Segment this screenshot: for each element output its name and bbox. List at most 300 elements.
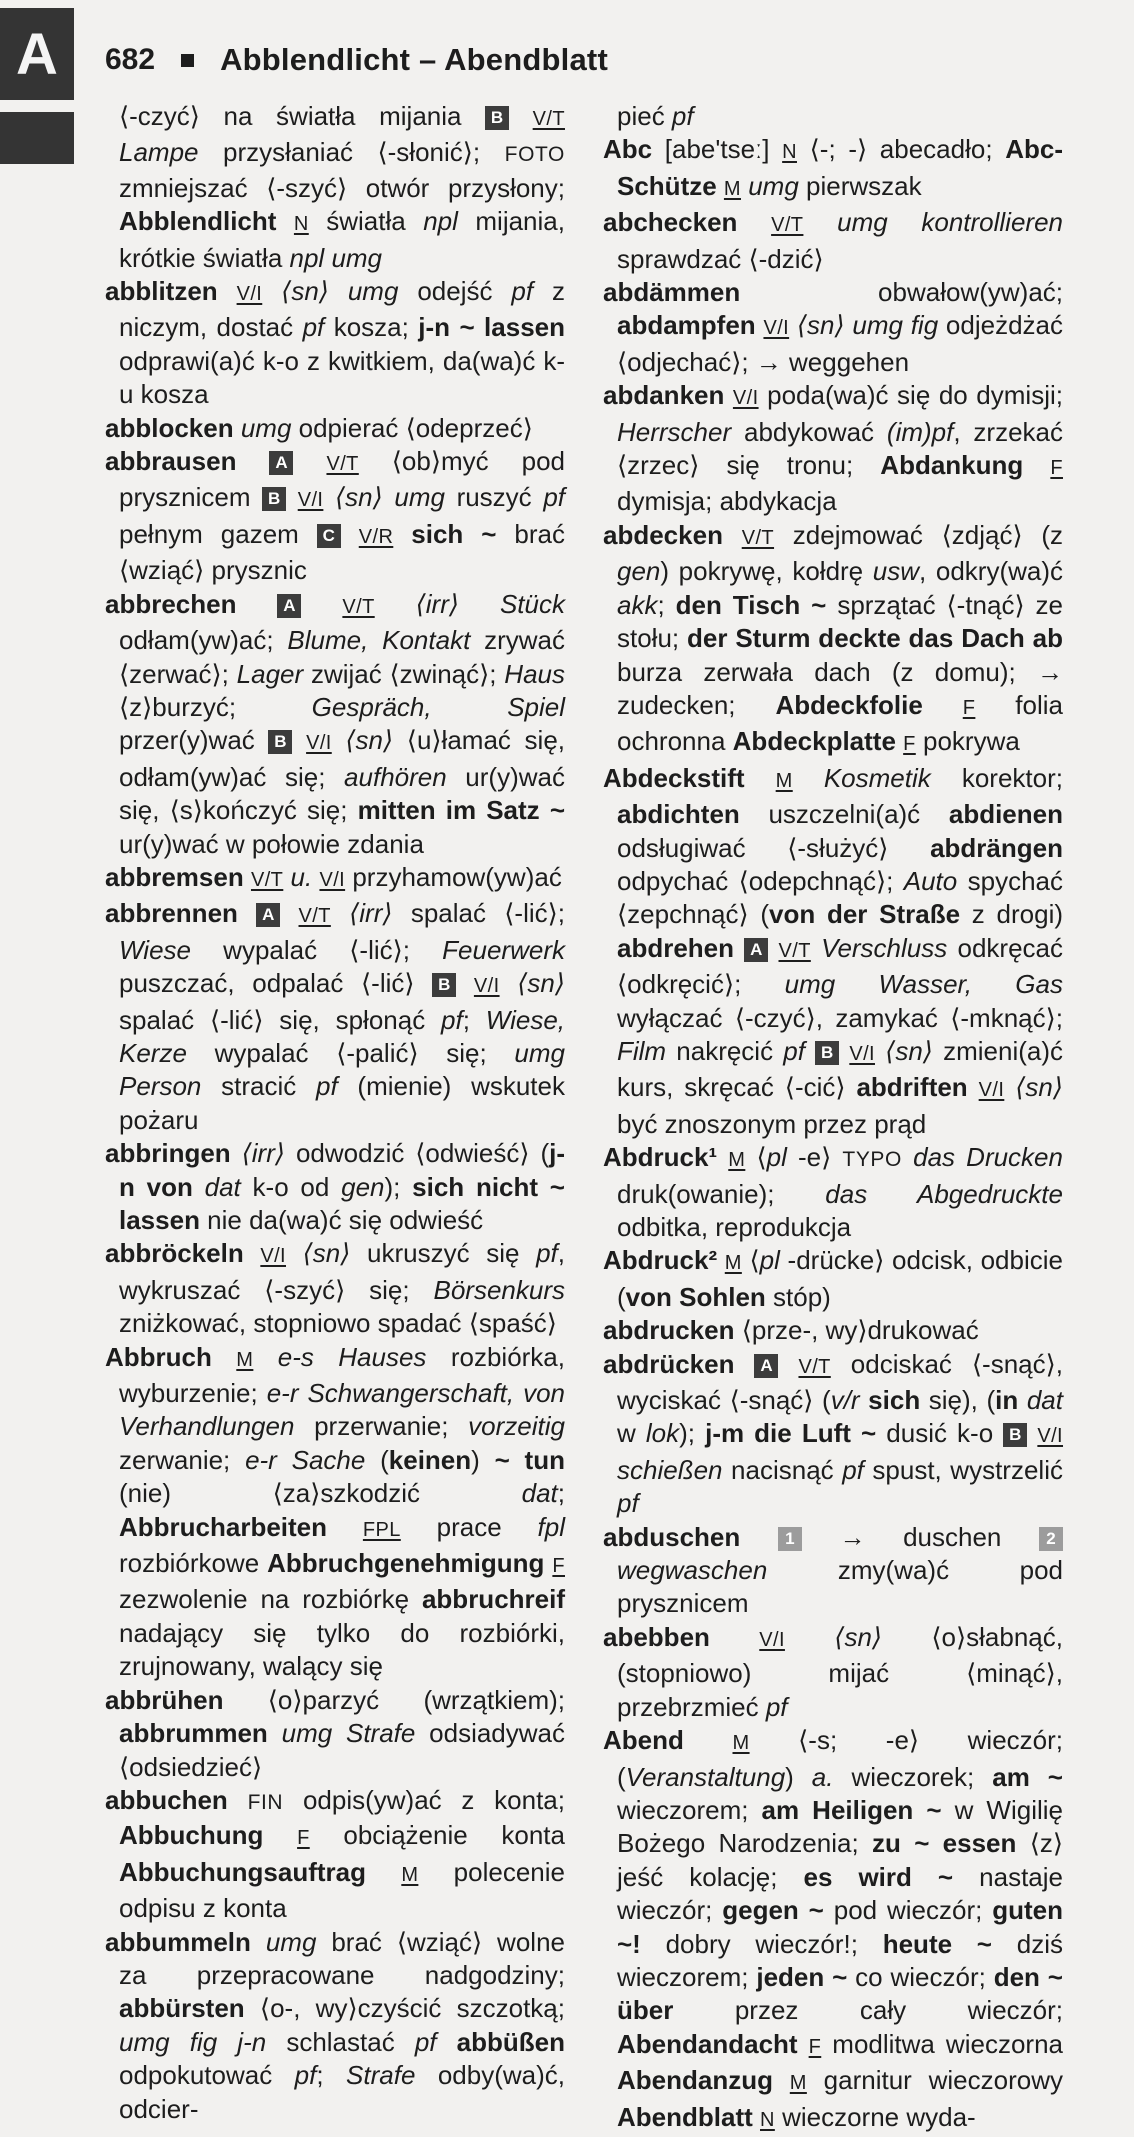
bold-text: Abdankung	[880, 450, 1024, 481]
plain-text: być znoszonym przez prąd	[617, 1108, 927, 1139]
bold-text: den ~ über	[617, 1961, 1063, 2026]
plain-text: prace	[400, 1511, 538, 1542]
grammar-marker: V/I	[1037, 1425, 1064, 1448]
plain-text: ⟨-s; -e⟩ wieczór; (	[617, 1725, 1063, 1792]
page-header	[105, 40, 608, 80]
sense-letter-badge: B	[1003, 1423, 1027, 1447]
dictionary-entry	[603, 206, 1063, 276]
headword-range: Abblendlicht – Abendblatt	[220, 42, 608, 77]
plain-text	[234, 413, 241, 443]
plain-text: );	[384, 1171, 413, 1202]
plain-text	[231, 1138, 242, 1168]
plain-text	[375, 589, 416, 619]
bold-text: abbrennen	[105, 898, 238, 929]
plain-text: stóp)	[765, 1281, 831, 1312]
plain-text: pod wieczór;	[823, 1895, 993, 1926]
bold-text: Abbruch	[105, 1341, 212, 1372]
plain-text: ⟨u⟩łamać się, odłam(yw)ać się;	[119, 725, 566, 792]
bold-text: sich	[868, 1385, 921, 1416]
plain-text: spust, wystrzelić	[863, 1454, 1063, 1485]
plain-text: wieczorne wyda-	[774, 2101, 976, 2132]
plain-text: k-o od	[240, 1171, 342, 1202]
italic-text: aufhören	[344, 761, 447, 792]
plain-text: wieczorek;	[833, 1761, 993, 1792]
plain-text	[253, 1342, 277, 1372]
grammar-marker: V/T	[326, 453, 359, 476]
italic-text: das Abgedruckte	[825, 1178, 1063, 1209]
plain-text	[717, 1142, 728, 1172]
italic-text: Gespräch, Spiel	[311, 691, 566, 722]
plain-text: garnitur wieczorowy	[806, 2065, 1063, 2096]
italic-text: dat	[204, 1171, 241, 1202]
bold-text: gegen ~	[722, 1895, 824, 1926]
plain-text: ⟨	[741, 1245, 760, 1276]
left-column	[105, 100, 565, 2137]
plain-text	[456, 968, 474, 998]
italic-text: pf	[511, 276, 534, 307]
bold-text: Abbuchung	[119, 1820, 264, 1851]
plain-text	[331, 898, 349, 928]
italic-text: usw	[872, 556, 920, 587]
grammar-marker: V/I	[763, 317, 790, 340]
grammar-marker: M	[236, 1348, 254, 1371]
plain-text	[717, 1245, 725, 1275]
plain-text: zerwanie;	[119, 1444, 246, 1475]
plain-text	[735, 1349, 755, 1379]
grammar-marker: F	[808, 2035, 822, 2058]
plain-text: nie da(wa)ć się odwieść	[199, 1205, 484, 1235]
grammar-marker: M	[724, 1252, 742, 1275]
grammar-marker: V/I	[759, 1628, 785, 1651]
plain-text	[251, 1927, 266, 1957]
bold-text: abdampfen	[617, 310, 756, 341]
plain-text: folia ochronna	[617, 689, 1063, 757]
plain-text: , wykruszać ⟨-szyć⟩ się;	[119, 1238, 565, 1305]
plain-text: , zrzekać ⟨zrzec⟩ się tronu;	[617, 416, 1063, 481]
plain-text	[684, 1725, 733, 1755]
grammar-marker: V/I	[319, 868, 346, 891]
italic-text: umg	[265, 1926, 317, 1957]
dictionary-entry	[603, 1141, 1063, 1244]
italic-text: ⟨sn⟩	[345, 725, 394, 756]
grammar-marker: M	[775, 769, 793, 792]
grammar-marker: V/I	[297, 489, 324, 512]
grammar-marker: V/T	[250, 868, 284, 891]
italic-text: ⟨sn⟩	[834, 1621, 883, 1652]
bold-text: abbruchreif	[421, 1584, 565, 1615]
grammar-marker: V/T	[771, 214, 804, 237]
bold-text: abdecken	[603, 519, 723, 550]
plain-text	[244, 862, 251, 892]
plain-text: -e⟩	[786, 1142, 843, 1173]
plain-text	[286, 482, 298, 512]
smallcaps-label: FIN	[247, 1790, 284, 1814]
plain-text	[753, 2102, 760, 2132]
plain-text	[789, 310, 797, 340]
dictionary-entry	[603, 379, 1063, 519]
italic-text: Wiese	[119, 934, 192, 965]
smallcaps-label: TYPO	[842, 1148, 902, 1172]
plain-text	[276, 206, 293, 236]
plain-text: ⟨o-, wy⟩czyścić szczotką;	[244, 1993, 565, 2024]
bold-text: abebben	[603, 1621, 710, 1652]
dictionary-entry	[603, 133, 1063, 206]
plain-text: uszczelni(a)ć	[739, 799, 949, 830]
dictionary-entry	[105, 275, 565, 412]
plain-text: w	[617, 1418, 646, 1449]
italic-text: umg	[240, 412, 292, 443]
bold-text: Abblendlicht	[119, 206, 277, 237]
plain-text	[773, 2065, 790, 2095]
italic-text: pf	[536, 1238, 558, 1269]
dictionary-entry	[105, 1926, 565, 2126]
plain-text: )	[471, 1444, 495, 1475]
plain-text	[218, 276, 237, 306]
italic-text: pf	[294, 2060, 317, 2091]
plain-text	[723, 520, 742, 550]
bold-text: Abend	[603, 1725, 684, 1756]
grammar-marker: V/I	[732, 387, 759, 410]
plain-text	[734, 933, 744, 963]
italic-text: wegwaschen	[617, 1555, 768, 1586]
plain-text: ukruszyć się	[350, 1238, 537, 1269]
plain-text	[286, 1238, 303, 1268]
letter-tab-label: A	[16, 21, 58, 87]
plain-text: odwodzić ⟨odwieść⟩ (	[285, 1138, 550, 1169]
bold-text: es wird ~	[803, 1861, 954, 1892]
plain-text: przerwanie;	[294, 1411, 469, 1442]
bold-text: Abdruck¹	[603, 1142, 718, 1173]
plain-text: , odkry(wa)ć	[919, 556, 1064, 587]
letter-thumb-tab-lower	[0, 112, 74, 164]
plain-text: schlastać	[266, 2026, 415, 2057]
plain-text: puszczać, odpalać ⟨-lić⟩	[119, 968, 433, 999]
plain-text	[839, 1036, 849, 1066]
italic-text: e-s Hauses	[277, 1341, 427, 1372]
plain-text: -drücke⟩ odcisk, odbicie (	[617, 1245, 1063, 1312]
plain-text	[1027, 1418, 1037, 1448]
plain-text: odpis(yw)ać z konta;	[283, 1784, 565, 1815]
italic-text: npl	[423, 206, 458, 237]
plain-text: wieczorem;	[617, 1794, 762, 1825]
bold-text: zu ~ essen	[872, 1828, 1017, 1859]
italic-text: pf	[302, 312, 325, 343]
plain-text	[280, 898, 298, 928]
italic-text: lok	[645, 1418, 680, 1449]
plain-text	[724, 380, 733, 410]
plain-text	[768, 933, 778, 963]
bold-text: abblocken	[105, 412, 234, 443]
plain-text	[228, 1785, 248, 1815]
plain-text	[740, 1522, 778, 1552]
plain-text	[778, 1349, 798, 1379]
sense-letter-badge: B	[485, 106, 509, 130]
bold-text: Abendblatt	[617, 2101, 753, 2132]
plain-text: zwijać ⟨zwinąć⟩;	[303, 658, 505, 689]
bold-text: abchecken	[603, 207, 738, 238]
plain-text: nacisnąć	[722, 1454, 843, 1485]
italic-text: pl	[759, 1245, 780, 1276]
grammar-marker: V/I	[473, 975, 500, 998]
italic-text: dat	[521, 1478, 558, 1509]
plain-text: pierwszak	[798, 170, 922, 201]
plain-text: odejść	[398, 276, 512, 307]
bold-text: abbrechen	[105, 588, 237, 619]
plain-text: zezwolenie na rozbiórkę	[119, 1584, 422, 1615]
entry-continuation	[603, 100, 1063, 133]
bold-text: abdrängen	[930, 832, 1063, 863]
plain-text: przez cały wieczór;	[673, 1995, 1063, 2026]
right-column	[603, 100, 1063, 2137]
plain-text: wypalać ⟨-palić⟩ się;	[186, 1037, 515, 1068]
plain-text: )	[785, 1761, 812, 1792]
plain-text	[193, 1172, 205, 1202]
plain-text	[860, 1385, 869, 1415]
dictionary-entry	[603, 1724, 1063, 2137]
italic-text: Haus	[504, 658, 565, 689]
plain-text: (mienie) wskutek pożaru	[119, 1071, 565, 1135]
plain-text: ruszyć	[444, 482, 544, 513]
grammar-marker: V/I	[849, 1042, 875, 1065]
plain-text	[811, 933, 821, 963]
grammar-marker: V/T	[342, 595, 375, 618]
italic-text: e-r Sache	[245, 1444, 366, 1475]
italic-text: ⟨sn⟩ umg fig	[796, 310, 939, 341]
sense-letter-badge: A	[277, 594, 301, 618]
plain-text: przysłaniać ⟨-słonić⟩;	[198, 137, 505, 168]
plain-text	[212, 1342, 236, 1372]
italic-text: gen	[617, 556, 661, 587]
italic-text: Veranstaltung	[625, 1761, 786, 1792]
sense-letter-badge: A	[744, 938, 768, 962]
bold-text: abbüßen	[456, 2026, 565, 2057]
plain-text: ⟨o⟩parzyć (wrzątkiem);	[223, 1684, 565, 1715]
sense-letter-badge: A	[754, 1354, 778, 1378]
bold-text: Abdeckstift	[603, 762, 745, 793]
bold-text: abbröckeln	[105, 1238, 244, 1269]
plain-text: obwałow(yw)ać;	[740, 277, 1063, 308]
page-number: 682	[105, 43, 156, 76]
italic-text: (im)pf	[886, 416, 954, 447]
italic-text: pf	[441, 1004, 463, 1035]
italic-text: Börsenkurs	[433, 1274, 565, 1305]
plain-text: obciążenie konta	[309, 1820, 565, 1851]
bold-text: heute ~	[882, 1928, 992, 1959]
italic-text: Feuerwerk	[442, 934, 565, 965]
bold-text: am Heiligen ~	[761, 1794, 942, 1825]
italic-text: ⟨sn⟩ umg	[335, 482, 445, 513]
square-bullet-icon	[181, 54, 194, 67]
bold-text: mitten im Satz ~	[357, 795, 565, 826]
sense-letter-badge: B	[262, 487, 286, 511]
plain-text	[301, 589, 342, 619]
italic-text: e-r Schwangerschaft, von Verhandlungen	[119, 1378, 565, 1442]
plain-text	[437, 2027, 457, 2057]
plain-text	[263, 1820, 297, 1850]
plain-text: odpierać ⟨odeprzeć⟩	[291, 412, 533, 443]
italic-text: ⟨sn⟩	[1015, 1072, 1064, 1103]
plain-text: korektor;	[930, 762, 1063, 793]
bold-text: Abdeckfolie	[775, 689, 923, 720]
italic-text: ⟨sn⟩	[885, 1035, 933, 1066]
grammar-marker: FPL	[362, 1518, 401, 1541]
plain-text: spychać ⟨zepchnąć⟩ (	[617, 865, 1063, 930]
bold-text: Abendandacht	[617, 2028, 798, 2059]
grammar-marker: V/I	[978, 1079, 1005, 1102]
italic-text: umg	[748, 170, 799, 201]
plain-text	[745, 763, 776, 793]
plain-text: zmieni(a)ć kurs, skręcać ⟨-cić⟩	[617, 1035, 1064, 1103]
plain-text: przyhamow(yw)ać	[345, 861, 562, 892]
grammar-marker: V/I	[260, 1245, 286, 1268]
plain-text: ur(y)wać w połowie zdania	[119, 828, 424, 859]
italic-text: npl	[289, 242, 325, 273]
italic-text: pf	[765, 1691, 788, 1722]
bold-text: guten ~!	[617, 1895, 1064, 1959]
bold-text: in	[995, 1385, 1019, 1416]
plain-text: rozbiórkowe	[119, 1548, 268, 1579]
plain-text	[793, 763, 824, 793]
grammar-marker: V/T	[298, 905, 331, 928]
plain-text: zrywać ⟨zerwać⟩;	[119, 625, 565, 689]
plain-text: burza zerwała dach (z domu); → zudecken;	[617, 656, 1063, 720]
grammar-marker: N	[760, 2108, 775, 2131]
plain-text: odkręcać ⟨odkręcić⟩;	[617, 932, 1063, 1000]
dictionary-entry	[105, 1137, 565, 1237]
plain-text: dusić k-o	[876, 1418, 1004, 1449]
plain-text: dziś wieczorem;	[617, 1928, 1063, 1992]
dictionary-entry	[603, 1314, 1063, 1347]
plain-text: → duschen	[801, 1521, 1039, 1552]
plain-text	[244, 1238, 261, 1268]
bold-text: abblitzen	[105, 276, 218, 307]
italic-text: gen	[341, 1171, 385, 1202]
plain-text	[875, 1036, 885, 1066]
plain-text	[968, 1072, 979, 1102]
bold-text: abdriften	[856, 1072, 968, 1103]
smallcaps-label: FOTO	[504, 143, 565, 167]
plain-text: nakręcić	[666, 1035, 784, 1066]
plain-text: odłam(yw)ać;	[119, 625, 288, 656]
grammar-marker: M	[401, 1863, 419, 1886]
plain-text	[803, 207, 837, 237]
plain-text	[902, 1142, 913, 1172]
grammar-marker: F	[1050, 457, 1063, 480]
plain-text: ⟨-czyć⟩ na światła mijania	[119, 101, 486, 131]
grammar-marker: M	[728, 1149, 746, 1172]
italic-text: pf	[842, 1454, 864, 1485]
italic-text: pf	[617, 1488, 639, 1519]
plain-text: pełnym gazem	[119, 518, 317, 549]
plain-text: brać ⟨wziąć⟩ prysznic	[119, 518, 565, 586]
bold-text: von Sohlen	[625, 1281, 766, 1312]
bold-text: abdrücken	[603, 1348, 735, 1379]
plain-text: ⟨o⟩słabnąć, (stopniowo) mijać ⟨minąć⟩, przebrzmieć	[617, 1621, 1063, 1722]
bold-text: ~ tun	[494, 1444, 565, 1475]
plain-text: odsługiwać ⟨-służyć⟩	[617, 832, 931, 863]
sense-letter-badge: B	[815, 1041, 839, 1065]
dictionary-entry	[105, 1341, 565, 1684]
plain-text: modlitwa wieczorna	[821, 2028, 1063, 2059]
bold-text: abbrausen	[105, 446, 237, 477]
bold-text: Abbrucharbeiten	[119, 1511, 328, 1542]
italic-text: umg kontrollieren	[837, 207, 1063, 238]
italic-text: Blume, Kontakt	[287, 625, 471, 656]
italic-text: umg Person	[119, 1037, 565, 1102]
plain-text: z niczym, dostać	[119, 276, 565, 343]
plain-text: przer(y)wać	[119, 725, 269, 756]
sense-letter-badge: B	[268, 730, 292, 754]
plain-text: z drogi)	[960, 899, 1064, 930]
plain-text: kosza;	[324, 312, 419, 343]
plain-text: );	[679, 1418, 706, 1449]
italic-text: ⟨sn⟩ umg	[281, 276, 399, 307]
plain-text	[509, 101, 533, 131]
italic-text: Verschluss	[821, 932, 948, 963]
italic-text: pl	[766, 1142, 787, 1173]
letter-thumb-tab	[0, 8, 74, 100]
bold-text: Abdruck²	[603, 1245, 718, 1276]
grammar-marker: V/T	[532, 108, 565, 130]
plain-text	[327, 1512, 363, 1542]
italic-text: ⟨sn⟩	[302, 1238, 351, 1269]
plain-text	[262, 276, 281, 306]
plain-text: ur(y)wać się, ⟨s⟩kończyć się;	[119, 761, 565, 826]
italic-text: dat	[1026, 1385, 1063, 1416]
plain-text: nastaje wieczór;	[617, 1861, 1064, 1926]
italic-text: Lampe	[119, 137, 199, 168]
dictionary-entry	[603, 1244, 1063, 1314]
bold-text: abbremsen	[105, 861, 244, 892]
bold-text: j-m die Luft ~	[705, 1418, 877, 1449]
grammar-marker: F	[962, 696, 976, 719]
grammar-marker: V/I	[306, 732, 332, 755]
grammar-marker: N	[293, 213, 309, 236]
italic-text: umg	[331, 242, 383, 273]
dictionary-entry	[603, 762, 1063, 1141]
plain-text: odjeżdżać ⟨odjechać⟩; → weggehen	[617, 310, 1063, 377]
italic-text: Herrscher	[617, 416, 732, 447]
italic-text: ⟨irr⟩	[349, 898, 393, 929]
italic-text: das Drucken	[913, 1142, 1063, 1173]
bold-text: abdrehen	[617, 932, 735, 963]
italic-text: umg fig j-n	[119, 2026, 267, 2057]
bold-text: abbürsten	[119, 1993, 245, 2024]
plain-text: co wieczór;	[847, 1961, 994, 1992]
dictionary-entry	[603, 1621, 1063, 1724]
bold-text: der Sturm deckte das Dach ab	[687, 623, 1063, 654]
plain-text	[332, 725, 346, 755]
grammar-marker: V/I	[236, 283, 263, 306]
italic-text: ⟨irr⟩	[241, 1138, 286, 1169]
bold-text: abbuchen	[105, 1784, 228, 1815]
plain-text	[717, 171, 724, 201]
plain-text	[737, 207, 771, 237]
plain-text: wyłączać ⟨-czyć⟩, zamykać ⟨-mknąć⟩;	[617, 1002, 1063, 1033]
plain-text: wypalać ⟨-lić⟩;	[191, 934, 443, 965]
plain-text: ;	[316, 2060, 347, 2091]
plain-text	[798, 2029, 809, 2059]
bold-text: von der Straße	[768, 899, 961, 930]
italic-text: umg Strafe	[281, 1718, 416, 1749]
bold-text: sich ~	[411, 518, 497, 549]
italic-text: schießen	[617, 1454, 723, 1485]
plain-text: ;	[557, 1478, 565, 1509]
bold-text: abdichten	[617, 799, 740, 830]
plain-text: odprawi(a)ć k-o z kwitkiem, da(wa)ć k-u kosza	[119, 345, 565, 410]
plain-text: odbitka, reprodukcja	[617, 1212, 852, 1242]
plain-text: odsiadywać ⟨odsiedzieć⟩	[119, 1718, 566, 1782]
